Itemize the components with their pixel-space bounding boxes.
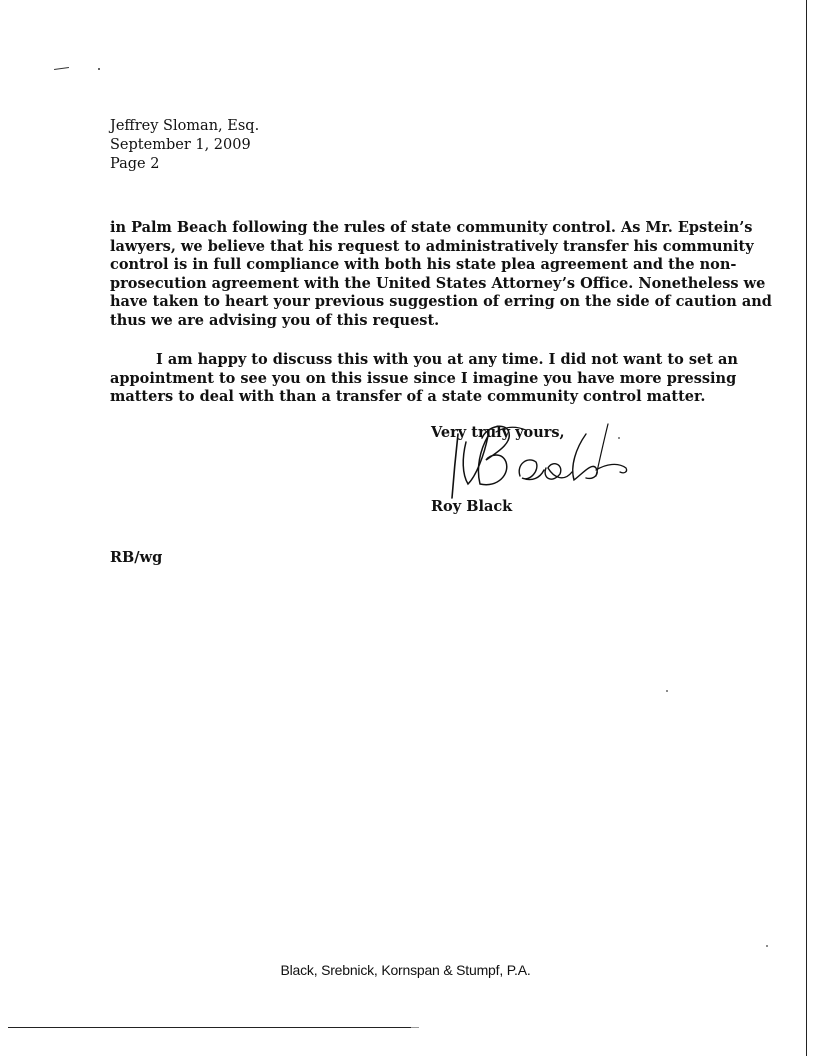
paragraph-line: lawyers, we believe that his request to administratively transfer his community: [110, 237, 754, 255]
paragraph-line: thus we are advising you of this request.: [110, 311, 440, 329]
recipient-name: Jeffrey Sloman, Esq.: [110, 118, 260, 134]
firm-footer: [0, 962, 817, 978]
letter-header: [110, 117, 259, 174]
scan-artifact-dot: [98, 68, 100, 70]
scan-artifact-mark: [54, 67, 69, 70]
typist-initials: RB/wg: [110, 549, 163, 566]
paragraph-line: in Palm Beach following the rules of state community control. As Mr. Epstein’s: [110, 219, 753, 236]
paragraph-line: have taken to heart your previous suggestion of erring on the side of caution and: [110, 293, 772, 311]
signer-name: Roy Black: [431, 498, 513, 515]
body-paragraph-2: [110, 351, 738, 407]
footer-rule-extension: [411, 1027, 419, 1028]
paragraph-line: appointment to see you on this issue since I imagine you have more pressing: [110, 369, 737, 387]
scan-page-edge: [806, 0, 807, 1056]
handwritten-signature: [436, 412, 646, 502]
paragraph-line: control is in full compliance with both his state plea agreement and the non-: [110, 256, 737, 274]
closing-salutation: Very truly yours,: [431, 424, 565, 441]
firm-name: Black, Srebnick, Kornspan & Stumpf, P.A.: [280, 962, 531, 978]
page-number: Page 2: [110, 156, 160, 172]
body-paragraph-1: [110, 219, 772, 331]
letter-date: September 1, 2009: [110, 137, 251, 153]
paragraph-line: matters to deal with than a transfer of a state community control matter.: [110, 388, 706, 406]
scan-speck: [666, 690, 668, 692]
footer-rule: [8, 1027, 411, 1028]
paragraph-line: I am happy to discuss this with you at any time. I did not want to set an: [156, 351, 738, 368]
scan-speck: [766, 945, 768, 947]
paragraph-line: prosecution agreement with the United States Attorney’s Office. Nonetheless we: [110, 274, 766, 292]
